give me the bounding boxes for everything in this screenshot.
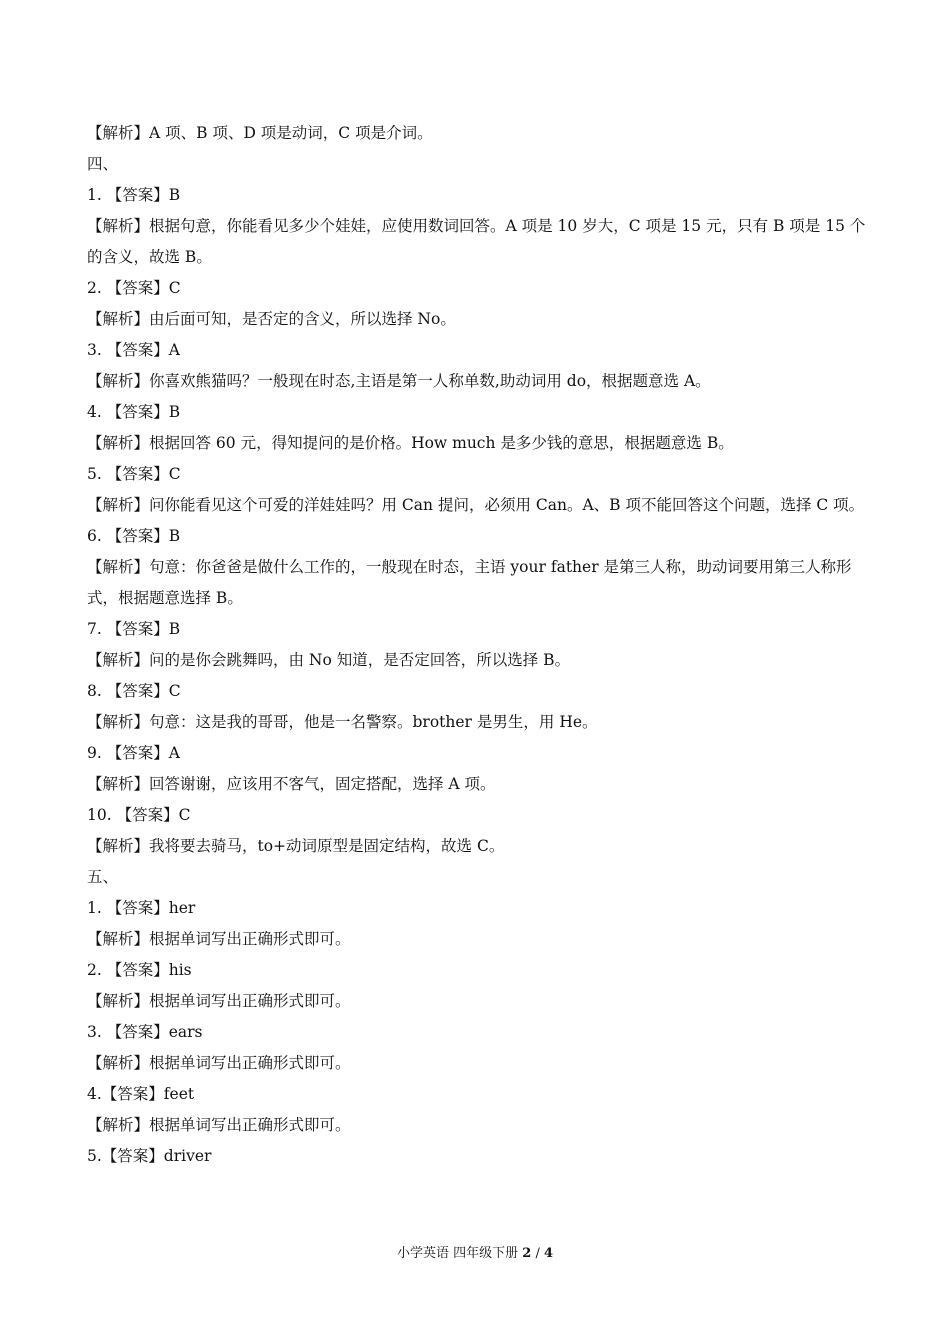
answer-line: 2. 【答案】his (87, 961, 192, 979)
page-footer (0, 1244, 950, 1264)
page-number: 2 (522, 1246, 532, 1261)
explanation-line: 【解析】根据单词写出正确形式即可。 (87, 1054, 351, 1072)
answer-line: 4.【答案】feet (87, 1085, 195, 1103)
text-line: 【解析】A 项、B 项、D 项是动词，C 项是介词。 (87, 124, 433, 142)
answer-line: 9. 【答案】A (87, 744, 180, 762)
answer-line: 1. 【答案】B (87, 186, 181, 204)
explanation-line: 【解析】根据回答 60 元，得知提问的是价格。How much 是多少钱的意思，根据题意选 B。 (87, 434, 734, 452)
section-heading: 五、 (87, 868, 119, 886)
explanation-line: 【解析】回答谢谢，应该用不客气，固定搭配，选择 A 项。 (87, 775, 496, 793)
answer-line: 8. 【答案】C (87, 682, 181, 700)
answer-line: 5.【答案】driver (87, 1147, 212, 1165)
explanation-line: 【解析】根据单词写出正确形式即可。 (87, 1116, 351, 1134)
section-heading: 四、 (87, 155, 119, 173)
explanation-line: 【解析】根据句意，你能看见多少个娃娃，应使用数词回答。A 项是 10 岁大，C 项是 15 元，只有 B 项是 15 个的含义，故选 B。 (87, 217, 866, 266)
page-total: 4 (543, 1246, 554, 1261)
explanation-line: 【解析】根据单词写出正确形式即可。 (87, 930, 351, 948)
explanation-line: 【解析】句意：这是我的哥哥，他是一名警察。brother 是男生，用 He。 (87, 713, 598, 731)
explanation-line: 【解析】你喜欢熊猫吗？一般现在时态,主语是第一人称单数,助动词用 do，根据题意选 A。 (87, 372, 711, 390)
answer-line: 3. 【答案】ears (87, 1023, 203, 1041)
explanation-line: 【解析】问你能看见这个可爱的洋娃娃吗？用 Can 提问，必须用 Can。A、B 项不能回答这个问题，选择 C 项。 (87, 496, 865, 514)
explanation-line: 【解析】问的是你会跳舞吗，由 No 知道，是否定回答，所以选择 B。 (87, 651, 571, 669)
answer-line: 1. 【答案】her (87, 899, 196, 917)
explanation-line: 【解析】我将要去骑马，to+动词原型是固定结构，故选 C。 (87, 837, 505, 855)
answer-line: 5. 【答案】C (87, 465, 181, 483)
document-body (87, 118, 867, 1172)
footer-title: 小学英语 四年级下册 (396, 1246, 519, 1261)
explanation-line: 【解析】句意：你爸爸是做什么工作的，一般现在时态，主语 your father 是第三人称，助动词要用第三人称形式，根据题意选择 B。 (87, 558, 852, 607)
page-separator: / (535, 1246, 540, 1261)
answer-line: 7. 【答案】B (87, 620, 181, 638)
answer-line: 2. 【答案】C (87, 279, 181, 297)
answer-line: 4. 【答案】B (87, 403, 181, 421)
answer-line: 6. 【答案】B (87, 527, 181, 545)
answer-line: 3. 【答案】A (87, 341, 180, 359)
answer-line: 10. 【答案】C (87, 806, 191, 824)
explanation-line: 【解析】由后面可知，是否定的含义，所以选择 No。 (87, 310, 456, 328)
explanation-line: 【解析】根据单词写出正确形式即可。 (87, 992, 351, 1010)
